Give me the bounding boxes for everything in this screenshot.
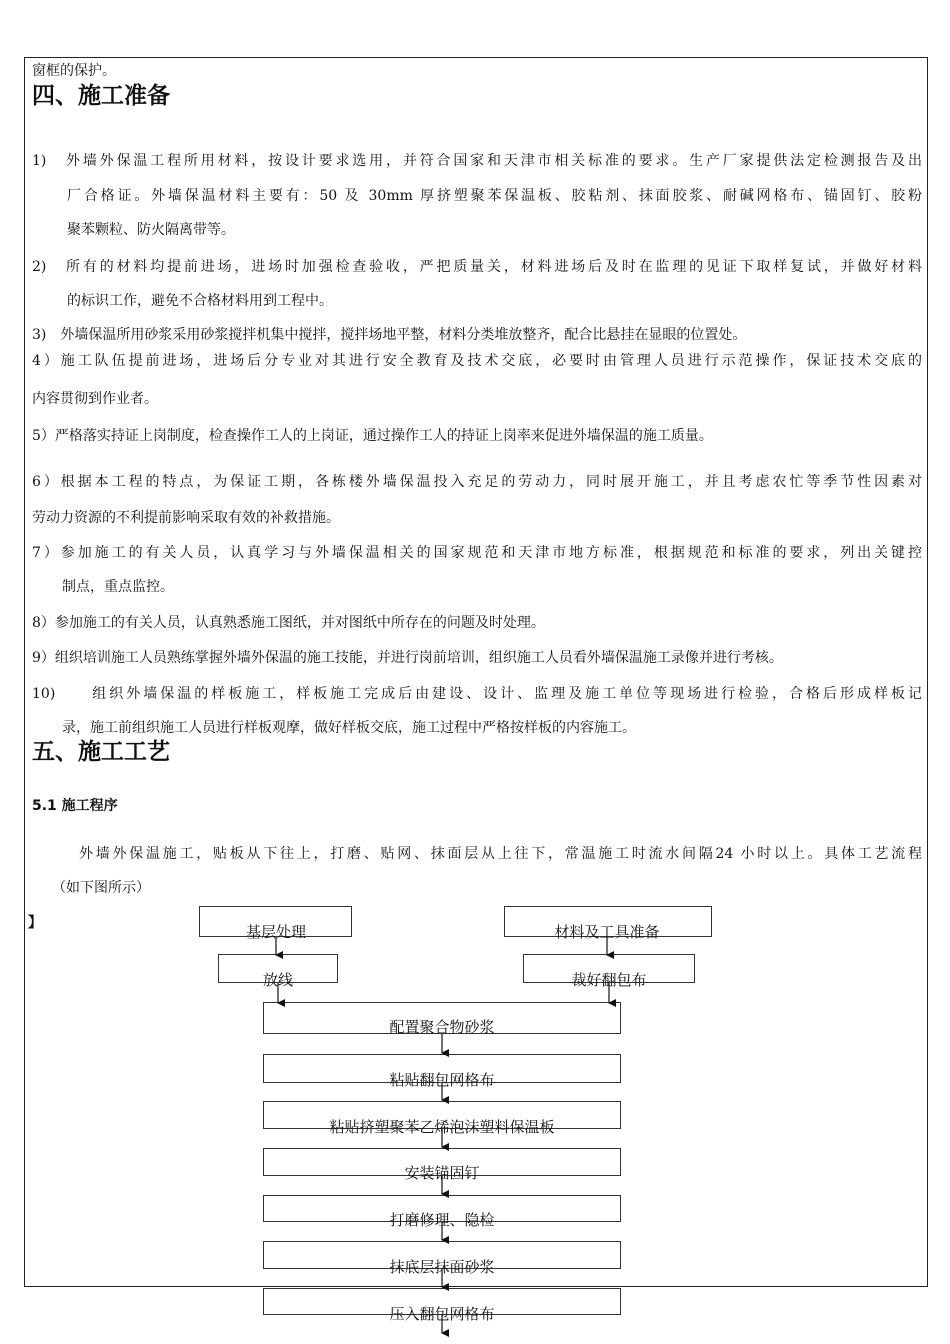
flow-label-step-5: 打磨修理、隐检 <box>389 1211 495 1229</box>
top-line: 窗框的保护。 <box>32 63 116 79</box>
flow-label-step-1: 配置聚合物砂浆 <box>389 1018 495 1036</box>
section-4-item-7-line-2: 制点，重点监控。 <box>62 579 174 595</box>
section-5-para-line-1: 外墙外保温施工，贴板从下往上，打磨、贴网、抹面层从上往下，常温施工时流水间隔24 小时以上。具体工艺流程 <box>79 846 922 862</box>
section-4-item-6-line-2: 劳动力资源的不利提前影响采取有效的补救措施。 <box>32 510 340 526</box>
flow-label-step-6: 抹底层抹面砂浆 <box>389 1258 495 1276</box>
section-4-item-1-line-1: 1) 外墙外保温工程所用材料，按设计要求选用，并符合国家和天津市相关标准的要求。生产厂家提供法定检测报告及出 <box>32 153 922 169</box>
section-4-item-3-line-1: 3) 外墙保温所用砂浆采用砂浆搅拌机集中搅拌，搅拌场地平整，材料分类堆放整齐，配合比悬挂在显眼的位置处。 <box>32 327 747 343</box>
section-4-item-9-line-1: 9）组织培训施工人员熟练掌握外墙外保温的施工技能，并进行岗前培训，组织施工人员看外墙保温施工录像并进行考核。 <box>32 650 783 666</box>
section-4-item-1-line-3: 聚苯颗粒、防火隔离带等。 <box>67 222 235 238</box>
section-4-item-10-line-2: 录，施工前组织施工人员进行样板观摩，做好样板交底，施工过程中严格按样板的内容施工。 <box>62 720 636 736</box>
section-4-item-5-line-1: 5）严格落实持证上岗制度，检查操作工人的上岗证，通过操作工人的持证上岗率来促进外墙保温的施工质量。 <box>32 428 713 444</box>
flow-label-step-2: 粘贴翻包网格布 <box>389 1071 495 1089</box>
section-4-item-7-line-1: 7）参加施工的有关人员，认真学习与外墙保温相关的国家规范和天津市地方标准，根据规范和标准的要求，列出关键控 <box>32 545 922 561</box>
section-4-heading: 四、施工准备 <box>32 83 170 109</box>
section-4-item-10-line-1: 10) 组织外墙保温的样板施工，样板施工完成后由建设、设计、监理及施工单位等现场进行检验，合格后形成样板记 <box>32 686 922 702</box>
flow-label-step-7: 压入翻包网格布 <box>389 1305 495 1323</box>
section-5-heading: 五、施工工艺 <box>32 739 170 765</box>
flow-label-step-4: 安装锚固钉 <box>404 1164 480 1182</box>
section-4-item-4-line-2: 内容贯彻到作业者。 <box>32 391 158 407</box>
section-4-item-2-line-2: 的标识工作，避免不合格材料用到工程中。 <box>67 293 333 309</box>
flow-label-step-3: 粘贴挤塑聚苯乙烯泡沫塑料保温板 <box>329 1118 555 1136</box>
flow-label-base-treatment: 基层处理 <box>245 923 307 941</box>
section-4-item-6-line-1: 6）根据本工程的特点，为保证工期，各栋楼外墙保温投入充足的劳动力，同时展开施工，并且考虑农忙等季节性因素对 <box>32 474 922 490</box>
section-5-1-heading: 5.1 施工程序 <box>32 798 118 814</box>
section-5-para-line-2: （如下图所示） <box>52 880 150 896</box>
bracket-mark: 】 <box>28 915 42 931</box>
section-4-item-4-line-1: 4）施工队伍提前进场，进场后分专业对其进行安全教育及技术交底，必要时由管理人员进行示范操作，保证技术交底的 <box>32 353 922 369</box>
section-4-item-8-line-1: 8）参加施工的有关人员，认真熟悉施工图纸，并对图纸中所存在的问题及时处理。 <box>32 615 545 631</box>
section-4-item-2-line-1: 2) 所有的材料均提前进场，进场时加强检查验收，严把质量关，材料进场后及时在监理的见证下取样复试，并做好材料 <box>32 259 922 275</box>
flow-label-materials-tools: 材料及工具准备 <box>554 923 660 941</box>
section-4-item-1-line-2: 厂合格证。外墙保温材料主要有：50 及 30mm 厚挤塑聚苯保温板、胶粘剂、抹面胶浆、耐碱网格布、锚固钉、胶粉 <box>67 188 922 204</box>
flow-label-layout-lines: 放线 <box>262 971 294 989</box>
flow-label-cut-wrap-cloth: 裁好翻包布 <box>571 971 647 989</box>
